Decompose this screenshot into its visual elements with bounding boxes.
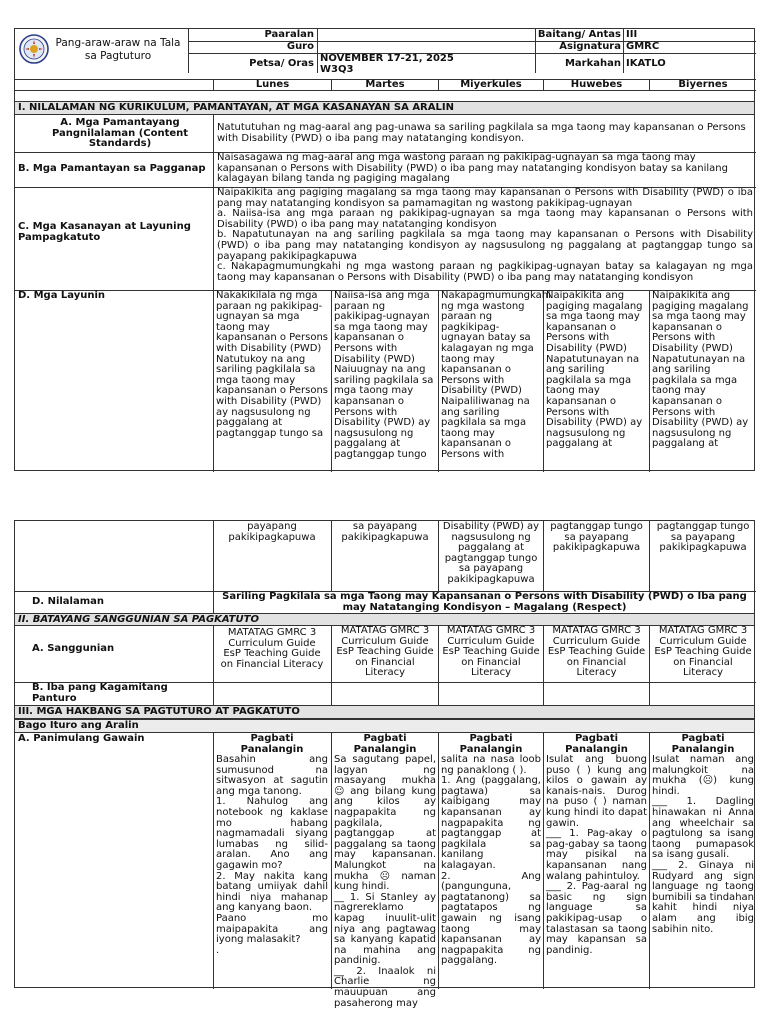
baitang-value: III [626, 29, 638, 40]
panimulang-biyernes: Isulat naman ang malungkoit na mukha (☹) kung hindi. ___ 1. Dagling hinawakan ni Anna ang wheelchair sa pagtulong sa isang taong pumapasok sa isang gusali. ___ 2. Ginaya ni Rudyard ang sign language ng taong bumibili sa tindahan kahit hindi niya alam ang ibig sabihin nito. [652, 754, 754, 935]
pagbati-heading-huwebes: Pagbati Panalangin [565, 733, 628, 755]
nilalaman-text: Sariling Pagkilala sa mga Taong may Kapansanan o Persons with Disability (PWD) o Iba pang may Natatanging Kondisyon – Magalang (Respect) [222, 591, 747, 613]
guro-label: Guro [286, 41, 314, 52]
objectives-huwebes: Naipakikita ang pagiging magalang sa mga taong may kapansanan o Persons with Disability (PWD) Napatutunayan na ang sariling pagkilala sa mga taong may kapansanan o Persons with Disability (PWD) ay nagsusulong ng paggalang at [546, 290, 643, 450]
sanggunian-miyerkules: MATATAG GMRC 3 Curriculum Guide EsP Teaching Guide on Financial Literacy [442, 625, 540, 679]
objectives-cont-biyernes: pagtanggap tungo sa payapang pakikipagkapuwa [656, 521, 750, 554]
panimulang-gawain-label: A. Panimulang Gawain [18, 733, 145, 744]
sanggunian-label: A. Sanggunian [32, 643, 115, 654]
objectives-miyerkules: Nakapagmumungkahi ng mga wastong paraan ng pagkikipag-ugnayan batay sa kalagayan ng mga taong may kapansanan o Persons with Disability (PWD) Naipaliliwanag na ang sariling pagkilala sa mga taong may kapansanan o Persons with [441, 290, 551, 460]
paaralan-label: Paaralan [264, 29, 314, 40]
asignatura-label: Asignatura [559, 41, 621, 52]
objectives-biyernes: Naipakikita ang pagiging magalang sa mga taong may kapansanan o Persons with Disability (PWD) Napatutunayan na ang sariling pagkilala sa mga taong may kapansanan o Persons with Disability (PWD) ay nagsusulong ng paggalang at [652, 290, 749, 450]
objectives-label: D. Mga Layunin [18, 290, 106, 301]
objectives-cont-miyerkules: Disability (PWD) ay nagsusulong ng paggalang at pagtanggap tungo sa payapang pakikipagkapuwa [442, 521, 540, 585]
objectives-cont-lunes: payapang pakikipagkapuwa [228, 521, 316, 543]
objectives-martes: Naiisa-isa ang mga paraan ng pakikipag-ugnayan sa mga taong may kapansanan o Persons with Disability (PWD) Naiuugnay na ang sariling pagkilala sa mga taong may kapansanan o Persons with Disability (PWD) ay nagsusulong ng paggalang at pagtanggap tungo [334, 290, 434, 460]
section-3-title: III. MGA HAKBANG SA PAGTUTURO AT PAGKATUTO [15, 705, 754, 719]
pagbati-heading-lunes: Pagbati Panalangin [240, 733, 304, 755]
panimulang-miyerkules: salita na nasa loob ng panaklong ( ). 1. Ang (paggalang, pagtawa) sa kaibigang may kapansanan ay nagpapakita ng pagtanggap at pagkilala sa kanilang kalagayan. 2. Ang (pangunguna, pagtatanong) sa pagtatapos ng gawain ng isang taong may kapansanan ay nagpapakita ng paggalang. [441, 754, 541, 967]
sanggunian-lunes: MATATAG GMRC 3 Curriculum Guide EsP Teaching Guide on Financial Literacy [220, 627, 324, 670]
bago-ituro-heading: Bago Ituro ang Aralin [15, 719, 754, 733]
performance-standards-text: Naisasagawa ng mag-aaral ang mga wastong paraan ng pakikipag-ugnayan sa mga taong may kapansanan o Persons with Disability (PWD) o iba pang may natatanging kondisyon batay sa kanilang kalagayan bilang tanda ng pagiging magalang [217, 152, 728, 185]
pagbati-heading-miyerkules: Pagbati Panalangin [459, 733, 523, 755]
sanggunian-biyernes: MATATAG GMRC 3 Curriculum Guide EsP Teaching Guide on Financial Literacy [654, 625, 752, 679]
content-standards-label: A. Mga Pamantayang Pangnilalaman (Content Standards) [51, 117, 189, 150]
sanggunian-martes: MATATAG GMRC 3 Curriculum Guide EsP Teaching Guide on Financial Literacy [336, 625, 434, 679]
deped-seal-icon [19, 34, 49, 64]
objectives-cont-huwebes: pagtanggap tungo sa payapang pakikipagkapuwa [550, 521, 643, 554]
day-header-martes: Martes [365, 79, 405, 90]
markahan-value: IKATLO [626, 58, 666, 69]
lesson-plan-page-1 [14, 28, 755, 471]
panimulang-lunes: Basahin ang sumusunod na sitwasyon at sagutin ang mga tanong. 1. Nahulog ang notebook ng kaklase mo habang nagmamadali siyang lumabas ng silid-aralan. Ano ang gagawin mo? 2. May nakita kang batang umiiyak dahil hindi niya mahanap ang kanyang baon. Paano mo maipapakita ang iyong malasakit? . [216, 754, 328, 956]
sanggunian-huwebes: MATATAG GMRC 3 Curriculum Guide EsP Teaching Guide on Financial Literacy [547, 625, 646, 679]
nilalaman-label: D. Nilalaman [32, 596, 105, 607]
pagbati-heading-martes: Pagbati Panalangin [353, 733, 417, 755]
panimulang-martes: Sa sagutang papel, lagyan ng masayang mukha ☺ ang bilang kung ang kilos ay nagpapakita ng pagkilala, pagtanggap at paggalang sa taong may kapansanan. Malungkot na mukha ☹ naman kung hindi. __ 1. Si Stanley ay nagrereklamo kapag inuulit-ulit niya ang pagtawag sa kanyang kapatid na mahina ang pandinig. __ 2. Inaalok ni Charlie ng mauupuan ang pasaherong may [334, 754, 436, 1009]
objectives-cont-martes: sa payapang pakikipagkapuwa [341, 521, 429, 543]
lesson-plan-page-2 [14, 520, 755, 1009]
asignatura-value: GMRC [626, 41, 660, 52]
section-1-title: I. NILALAMAN NG KURIKULUM, PAMANTAYAN, AT MGA KASANAYAN SA ARALIN [15, 101, 754, 115]
petsa-label: Petsa/ Oras [249, 58, 314, 69]
day-header-lunes: Lunes [255, 79, 290, 90]
performance-standards-label: B. Mga Pamantayan sa Pagganap [18, 163, 206, 174]
day-header-huwebes: Huwebes [570, 79, 623, 90]
day-header-miyerkules: Miyerkules [460, 79, 522, 90]
section-2-title: II. BATAYANG SANGGUNIAN SA PAGKATUTO [15, 613, 754, 626]
objectives-lunes: Nakakikilala ng mga paraan ng pakikipag-ugnayan sa mga taong may kapansanan o Persons with Disability (PWD) Natutukoy na ang sariling pagkilala sa mga taong may kapansanan o Persons with Disability (PWD) ay nagsusulong ng paggalang at pagtanggap tungo sa [216, 290, 328, 439]
petsa-value: NOVEMBER 17-21, 2025 W3Q3 [320, 53, 454, 75]
pagbati-heading-biyernes: Pagbati Panalangin [671, 733, 735, 755]
document-title: Pang-araw-araw na Tala sa Pagtuturo [55, 37, 181, 62]
panimulang-huwebes: Isulat ang buong puso ( ) kung ang kilos o gawain ay kanais-nais. Durog na puso ( ) naman kung hindi ito dapat gawin. ___ 1. Pag-akay o pag-gabay sa taong may pisikal na kapansanan nang walang pahintuloy. ___ 2. Pag-aaral ng basic ng sign language sa pakikipag-usap o talastasan sa taong may kapansan sa pandinig. [546, 754, 647, 956]
learning-competencies-text: Naipakikita ang pagiging magalang sa mga taong may kapansanan o Persons with Disability (PWD) o iba pang may natatanging kondisyon sa pamamagitan ng wastong pakikipag-ugnayan a. Naiisa-isa ang mga paraan ng pakikipag-ugnayan sa mga taong may kapansanan o Persons with Disability (PWD) o iba pang may natatanging kondisyon b. Napatutunayan na ang sariling pagkilala sa mga taong may kapansanan o Persons with Disability (PWD) o iba pang may natatanging kondisyon ay nagsusulong ng paggalang at pagtanggap tungo sa payapang pakikipagkapuwa c. Nakapagmumungkahi ng mga wastong paraan ng pagkikipag-ugnayan batay sa kalagayan ng mga taong may kapansanan o Persons with Disability (PWD) o iba pang may natatanging kondisyon [217, 187, 753, 283]
iba-pang-kagamitan-label: B. Iba pang Kagamitang Panturo [32, 682, 168, 704]
baitang-label: Baitang/ Antas [537, 29, 621, 40]
day-header-biyernes: Biyernes [678, 79, 728, 90]
markahan-label: Markahan [564, 58, 621, 69]
learning-competencies-label: C. Mga Kasanayan at Layuning Pampagkatuto [18, 221, 191, 243]
content-standards-text: Natututuhan ng mag-aaral ang pag-unawa sa sariling pagkilala sa mga taong may kapansanan o Persons with Disability (PWD) o iba pang may natatanging kondisyon. [217, 122, 746, 144]
